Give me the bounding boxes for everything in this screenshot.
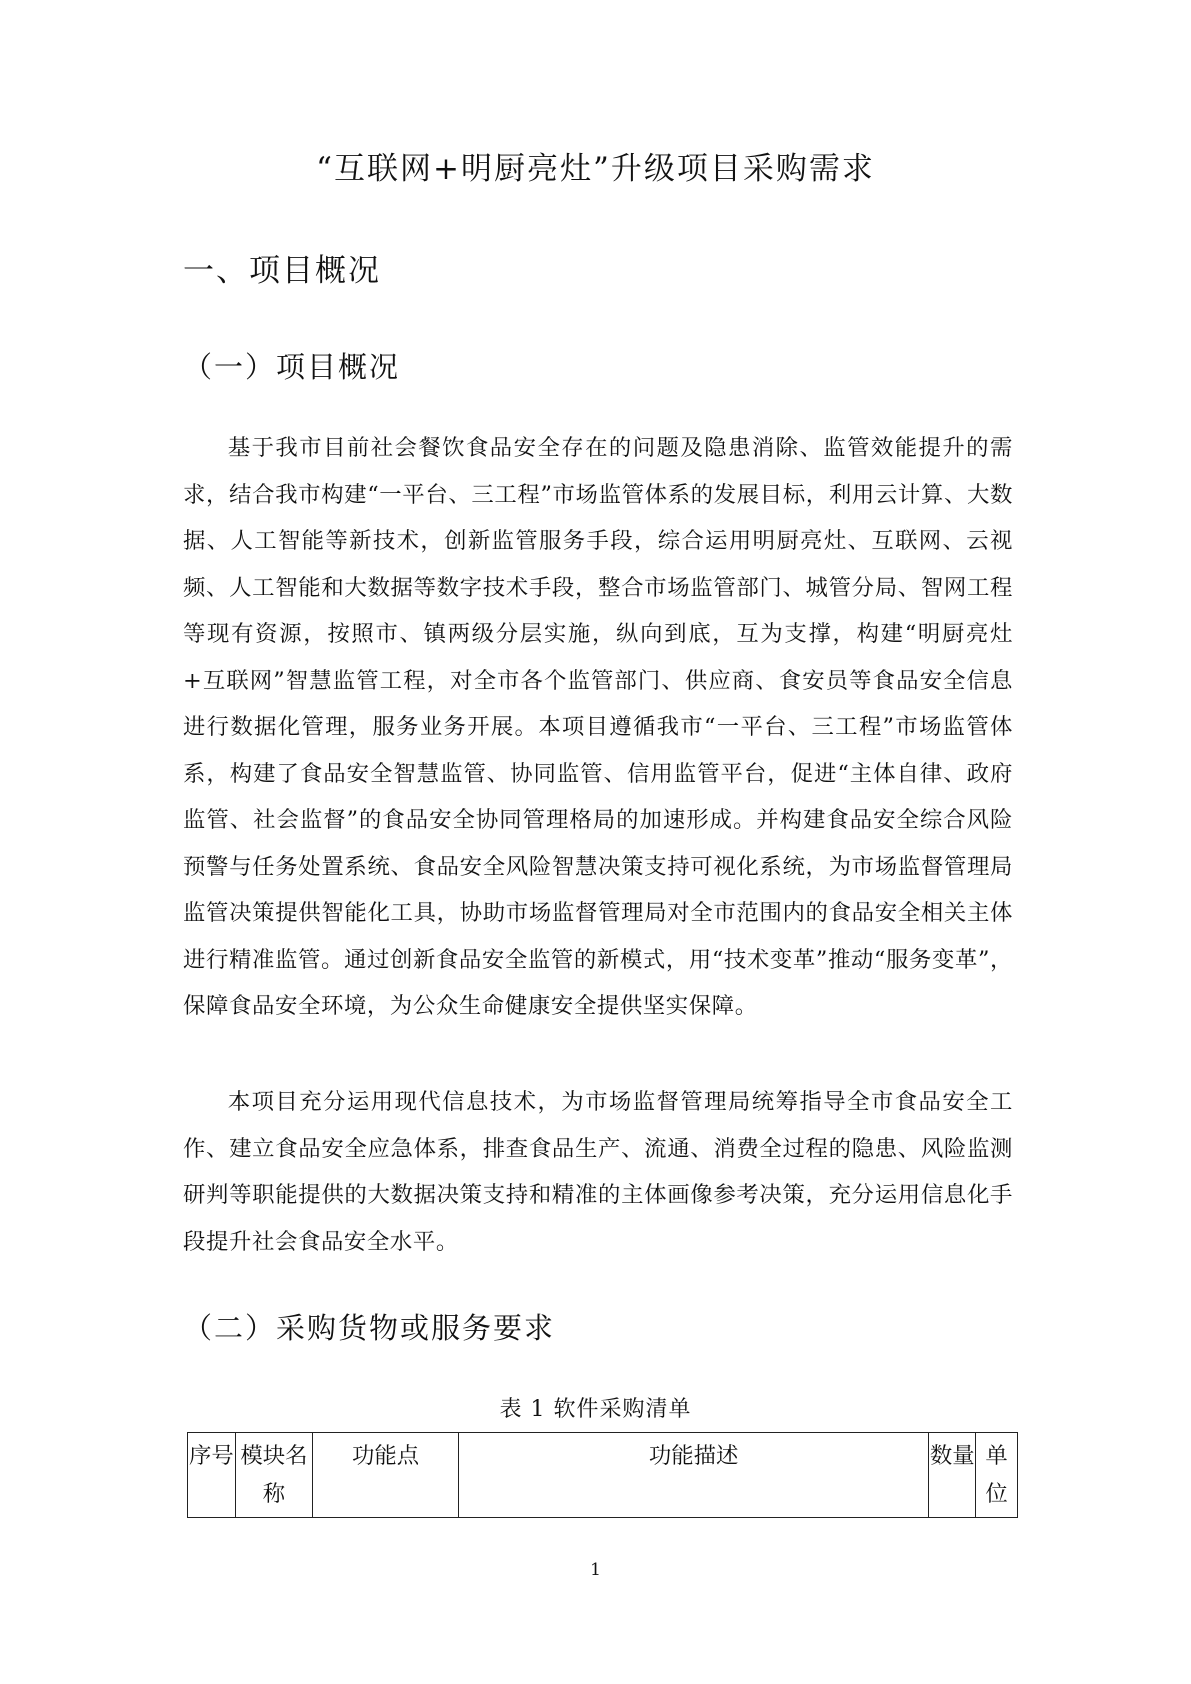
header-cell: 单位 [976,1433,1018,1518]
header-cell: 模块名称 [235,1433,312,1518]
header-cell: 功能描述 [458,1433,928,1518]
subsection-heading: （一）项目概况 [183,350,401,384]
page-number: 1 [590,1560,601,1580]
table-caption: 表 1 软件采购清单 [499,1397,692,1422]
header-cell: 序号 [188,1433,236,1518]
subsection-heading: （二）采购货物或服务要求 [183,1311,556,1345]
header-cell: 数量 [929,1433,976,1518]
paragraph: 本项目充分运用现代信息技术，为市场监督管理局统筹指导全市食品安全工作、建立食品安全应急体系，排查食品生产、流通、消费全过程的隐患、风险监测研判等职能提供的大数据决策支持和精准的主体画像参考决策，充分运用信息化手段提升社会食品安全水平。 [183,1089,1013,1255]
paragraph: 基于我市目前社会餐饮食品安全存在的问题及隐患消除、监管效能提升的需求，结合我市构建“一平台、三工程”市场监管体系的发展目标，利用云计算、大数据、人工智能等新技术，创新监管服务手段，综合运用明厨亮灶、互联网、云视频、人工智能和大数据等数字技术手段，整合市场监管部门、城管分局、智网工程等现有资源，按照市、镇两级分层实施，纵向到底，互为支撑，构建“明厨亮灶+互联网”智慧监管工程，对全市各个监管部门、供应商、食安员等食品安全信息进行数据化管理，服务业务开展。本项目遵循我市“一平台、三工程”市场监管体系，构建了食品安全智慧监管、协同监管、信用监管平台，促进“主体自律、政府监管、社会监督”的食品安全协同管理格局的加速形成。并构建食品安全综合风险预警与任务处置系统、食品安全风险智慧决策支持可视化系统，为市场监督管理局监管决策提供智能化工具，协助市场监督管理局对全市范围内的食品安全相关主体进行精准监管。通过创新食品安全监管的新模式，用“技术变革”推动“服务变革”，保障食品安全环境，为公众生命健康安全提供坚实保障。 [183,435,1013,1019]
header-cell: 功能点 [313,1433,459,1518]
section-heading: 一、项目概况 [183,253,381,289]
body-text [183,1079,1013,1265]
body-text [183,425,1013,1030]
document-title: “互联网+明厨亮灶”升级项目采购需求 [316,151,875,187]
software-purchase-table [187,1432,1018,1518]
table-header-row [188,1433,1018,1518]
